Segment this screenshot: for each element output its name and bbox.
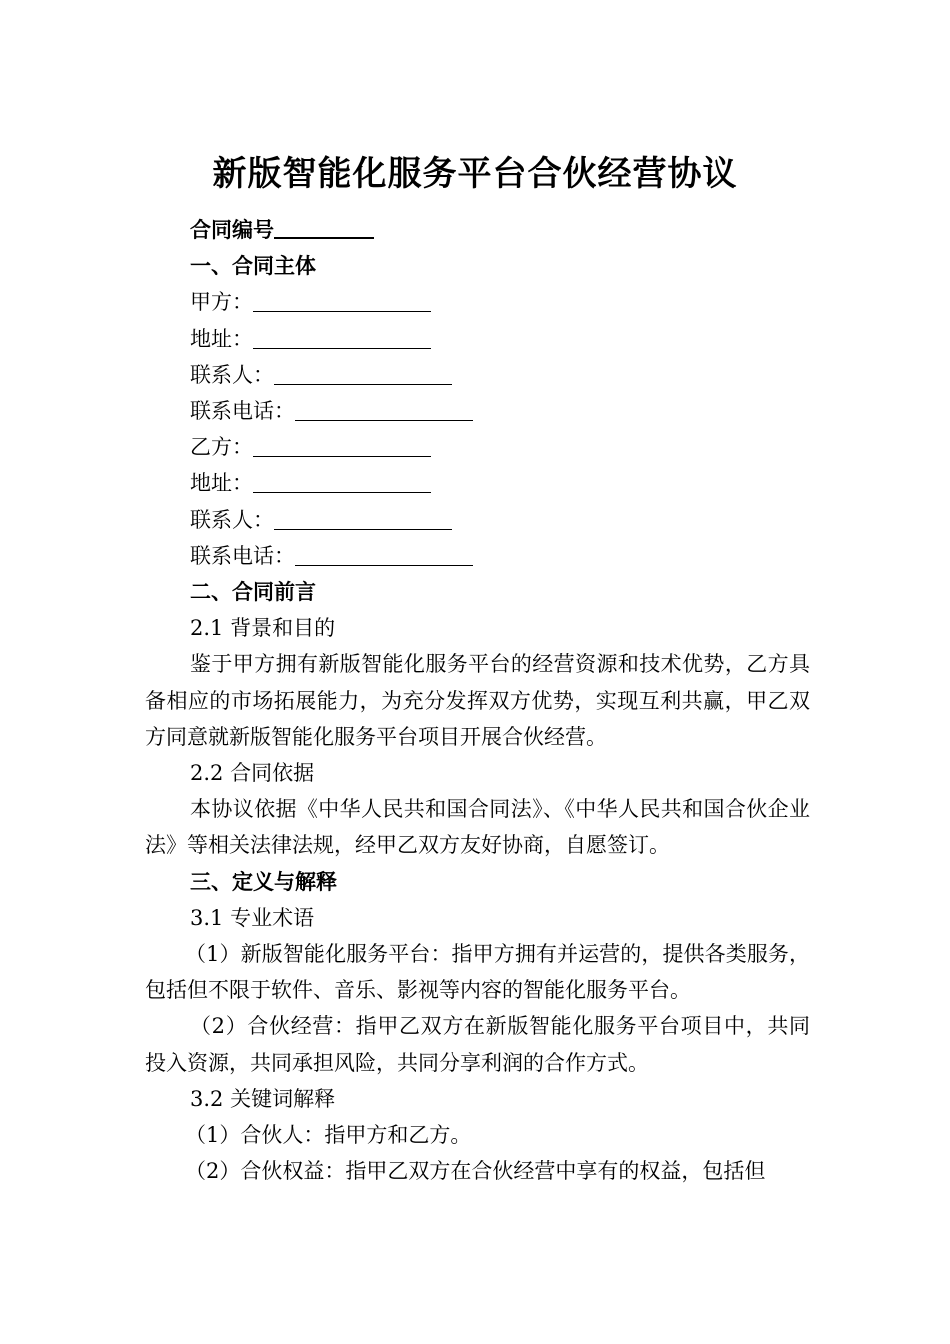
party-b-name-line bbox=[145, 429, 810, 465]
party-b-contact-blank bbox=[274, 509, 452, 530]
party-b-address-line bbox=[145, 465, 810, 501]
section-2-2-paragraph: 本协议依据《中华人民共和国合同法》、《中华人民共和国合伙企业法》等相关法律法规，经甲乙双方友好协商，自愿签订。 bbox=[145, 797, 810, 858]
party-a-name-label: 甲方： bbox=[190, 290, 253, 315]
party-a-phone-line bbox=[145, 393, 810, 429]
party-a-name-blank bbox=[253, 291, 431, 312]
party-a-contact-blank bbox=[274, 364, 452, 385]
party-a-address-line bbox=[145, 321, 810, 357]
section-3-2-title: 3.2 关键词解释 bbox=[190, 1086, 336, 1111]
section-3-1-title: 3.1 专业术语 bbox=[190, 905, 315, 930]
section-3-heading: 三、定义与解释 bbox=[190, 869, 337, 894]
section-2-2-title: 2.2 合同依据 bbox=[190, 761, 315, 786]
party-a-contact-label: 联系人： bbox=[190, 362, 274, 387]
term-1-paragraph: （1）新版智能化服务平台：指甲方拥有并运营的，提供各类服务，包括但不限于软件、音乐、影视等内容的智能化服务平台。 bbox=[145, 942, 810, 1003]
section-2-heading: 二、合同前言 bbox=[190, 580, 316, 605]
party-a-phone-blank bbox=[295, 400, 473, 421]
party-b-name-blank bbox=[253, 436, 431, 457]
party-a-phone-label: 联系电话： bbox=[190, 399, 295, 424]
party-a-address-blank bbox=[253, 328, 431, 349]
contract-number-blank bbox=[274, 217, 374, 239]
term-2-paragraph: （2）合伙经营：指甲乙双方在新版智能化服务平台项目中，共同投入资源，共同承担风险，共同分享利润的合作方式。 bbox=[145, 1014, 810, 1075]
party-b-phone-label: 联系电话： bbox=[190, 543, 295, 568]
keyword-1-line: （1）合伙人：指甲方和乙方。 bbox=[185, 1123, 472, 1148]
party-b-address-label: 地址： bbox=[190, 471, 253, 496]
contract-number-label: 合同编号 bbox=[190, 218, 274, 242]
section-2-1-title: 2.1 背景和目的 bbox=[190, 616, 336, 641]
party-a-name-line bbox=[145, 284, 810, 320]
party-a-address-label: 地址： bbox=[190, 326, 253, 351]
section-1-heading: 一、合同主体 bbox=[190, 254, 316, 279]
section-2-1-paragraph: 鉴于甲方拥有新版智能化服务平台的经营资源和技术优势，乙方具备相应的市场拓展能力，为充分发挥双方优势，实现互利共赢，甲乙双方同意就新版智能化服务平台项目开展合伙经营。 bbox=[145, 652, 810, 749]
document-title: 新版智能化服务平台合伙经营协议 bbox=[212, 154, 738, 194]
party-b-contact-line bbox=[145, 502, 810, 538]
party-b-phone-blank bbox=[295, 545, 473, 566]
party-b-phone-line bbox=[145, 538, 810, 574]
keyword-2-line: （2）合伙权益：指甲乙双方在合伙经营中享有的权益，包括但 bbox=[185, 1159, 766, 1184]
party-b-contact-label: 联系人： bbox=[190, 507, 274, 532]
party-b-address-blank bbox=[253, 472, 431, 493]
party-a-contact-line bbox=[145, 357, 810, 393]
contract-number-line bbox=[145, 212, 810, 248]
document-body bbox=[145, 212, 810, 1189]
party-b-name-label: 乙方： bbox=[190, 435, 253, 460]
